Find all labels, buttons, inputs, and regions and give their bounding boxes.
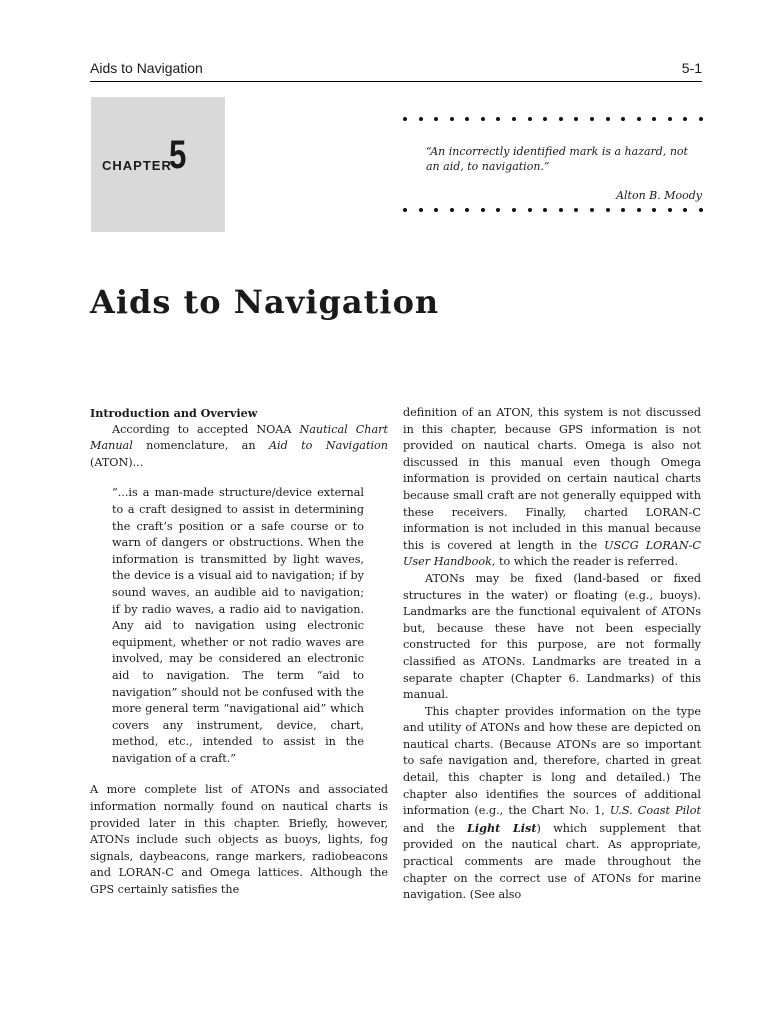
dot xyxy=(637,208,641,212)
dot xyxy=(434,208,438,212)
dot xyxy=(559,208,563,212)
chapter-title: Aids to Navigation xyxy=(90,283,440,321)
dot xyxy=(621,117,625,121)
dotted-rule-top xyxy=(403,117,703,127)
dot xyxy=(496,208,500,212)
chapter-label: CHAPTER xyxy=(102,158,172,173)
dot xyxy=(496,117,500,121)
dot xyxy=(683,117,687,121)
dot xyxy=(637,117,641,121)
dot xyxy=(621,208,625,212)
dot xyxy=(590,208,594,212)
dot xyxy=(465,117,469,121)
dot xyxy=(450,208,454,212)
dot xyxy=(699,117,703,121)
definition-block-quote: “...is a man-made structure/device external to a craft designed to assist in determining the craft’s position or a safe course or to warn of dangers or obstructions. When the information is transmitted by light waves, the device is a visual aid to navigation; if by sound waves, an audible aid to navigation; if by radio waves, a radio aid to navigation. Any aid to navigation using electronic equipment, whether or not radio waves are involved, may be considered an electronic aid to navigation. The term “aid to navigation” should not be confused with the more general term “navigational aid” which covers any instrument, device, chart, method, etc., intended to assist in the navigation of a craft.” xyxy=(112,486,364,765)
dot xyxy=(528,208,532,212)
left-column xyxy=(90,405,388,899)
epigraph xyxy=(426,144,702,203)
dot xyxy=(590,117,594,121)
dot xyxy=(481,208,485,212)
section-heading: Introduction and Overview xyxy=(90,406,258,420)
page-number: 5-1 xyxy=(681,60,702,76)
dot xyxy=(606,117,610,121)
dot xyxy=(419,117,423,121)
dot xyxy=(543,117,547,121)
dot xyxy=(434,117,438,121)
running-title: Aids to Navigation xyxy=(90,60,203,76)
dot xyxy=(450,117,454,121)
dot xyxy=(574,208,578,212)
dot xyxy=(481,117,485,121)
dot xyxy=(419,208,423,212)
epigraph-quote: “An incorrectly identified mark is a hazard, not an aid, to navigation.” xyxy=(426,145,688,173)
dot xyxy=(668,117,672,121)
dot xyxy=(699,208,703,212)
chapter-number: 5 xyxy=(169,133,187,177)
dot xyxy=(652,117,656,121)
dot xyxy=(512,208,516,212)
dot xyxy=(668,208,672,212)
dot xyxy=(574,117,578,121)
dot xyxy=(465,208,469,212)
dot xyxy=(512,117,516,121)
chapter-box xyxy=(91,97,225,232)
right-column xyxy=(403,405,701,904)
gps-omega-paragraph: definition of an ATON, this system is not discussed in this chapter, because GPS information is not provided on nautical charts. Omega is also not discussed in this manual even though Omega information is provided on certain nautical charts because small craft are not generally equipped with these receivers. Finally, charted LORAN-C information is not included in this manual because this is covered at length in the USCG LORAN-C User Handbook, to which the reader is referred. xyxy=(403,406,701,569)
epigraph-attribution: Alton B. Moody xyxy=(616,189,702,202)
header-rule xyxy=(90,81,702,82)
dot xyxy=(403,208,407,212)
running-header xyxy=(90,58,702,78)
dot xyxy=(606,208,610,212)
fixed-floating-paragraph: ATONs may be fixed (land-based or fixed structures in the water) or floating (e.g., buoys). Landmarks are the functional equivalent of ATONs but, because these have not been especially constructed for this purpose, are not formally classified as ATONs. Landmarks are treated in a separate chapter (Chapter 6. Landmarks) of this manual. xyxy=(403,571,701,702)
dot xyxy=(403,117,407,121)
dot xyxy=(683,208,687,212)
aton-list-paragraph: A more complete list of ATONs and associated information normally found on nautical charts is provided later in this chapter. Briefly, however, ATONs include such objects as buoys, lights, fog signals, daybeacons, range markers, radiobeacons and LORAN-C and Omega lattices. Although the GPS certainly satisfies the xyxy=(90,783,388,897)
dotted-rule-bottom xyxy=(403,208,703,218)
dot xyxy=(652,208,656,212)
dot xyxy=(543,208,547,212)
dot xyxy=(559,117,563,121)
intro-paragraph: According to accepted NOAA Nautical Chart Manual nomenclature, an Aid to Navigation (ATON)... xyxy=(90,422,388,469)
chapter-scope-paragraph: This chapter provides information on the type and utility of ATONs and how these are depicted on nautical charts. (Because ATONs are so important to safe navigation and, therefore, charted in great detail, this chapter is long and detailed.) The chapter also identifies the sources of additional information (e.g., the Chart No. 1, U.S. Coast Pilot and the Light List) which supplement that provided on the nautical chart. As appropriate, practical comments are made throughout the chapter on the correct use of ATONs for marine navigation. (See also xyxy=(403,704,701,902)
dot xyxy=(528,117,532,121)
